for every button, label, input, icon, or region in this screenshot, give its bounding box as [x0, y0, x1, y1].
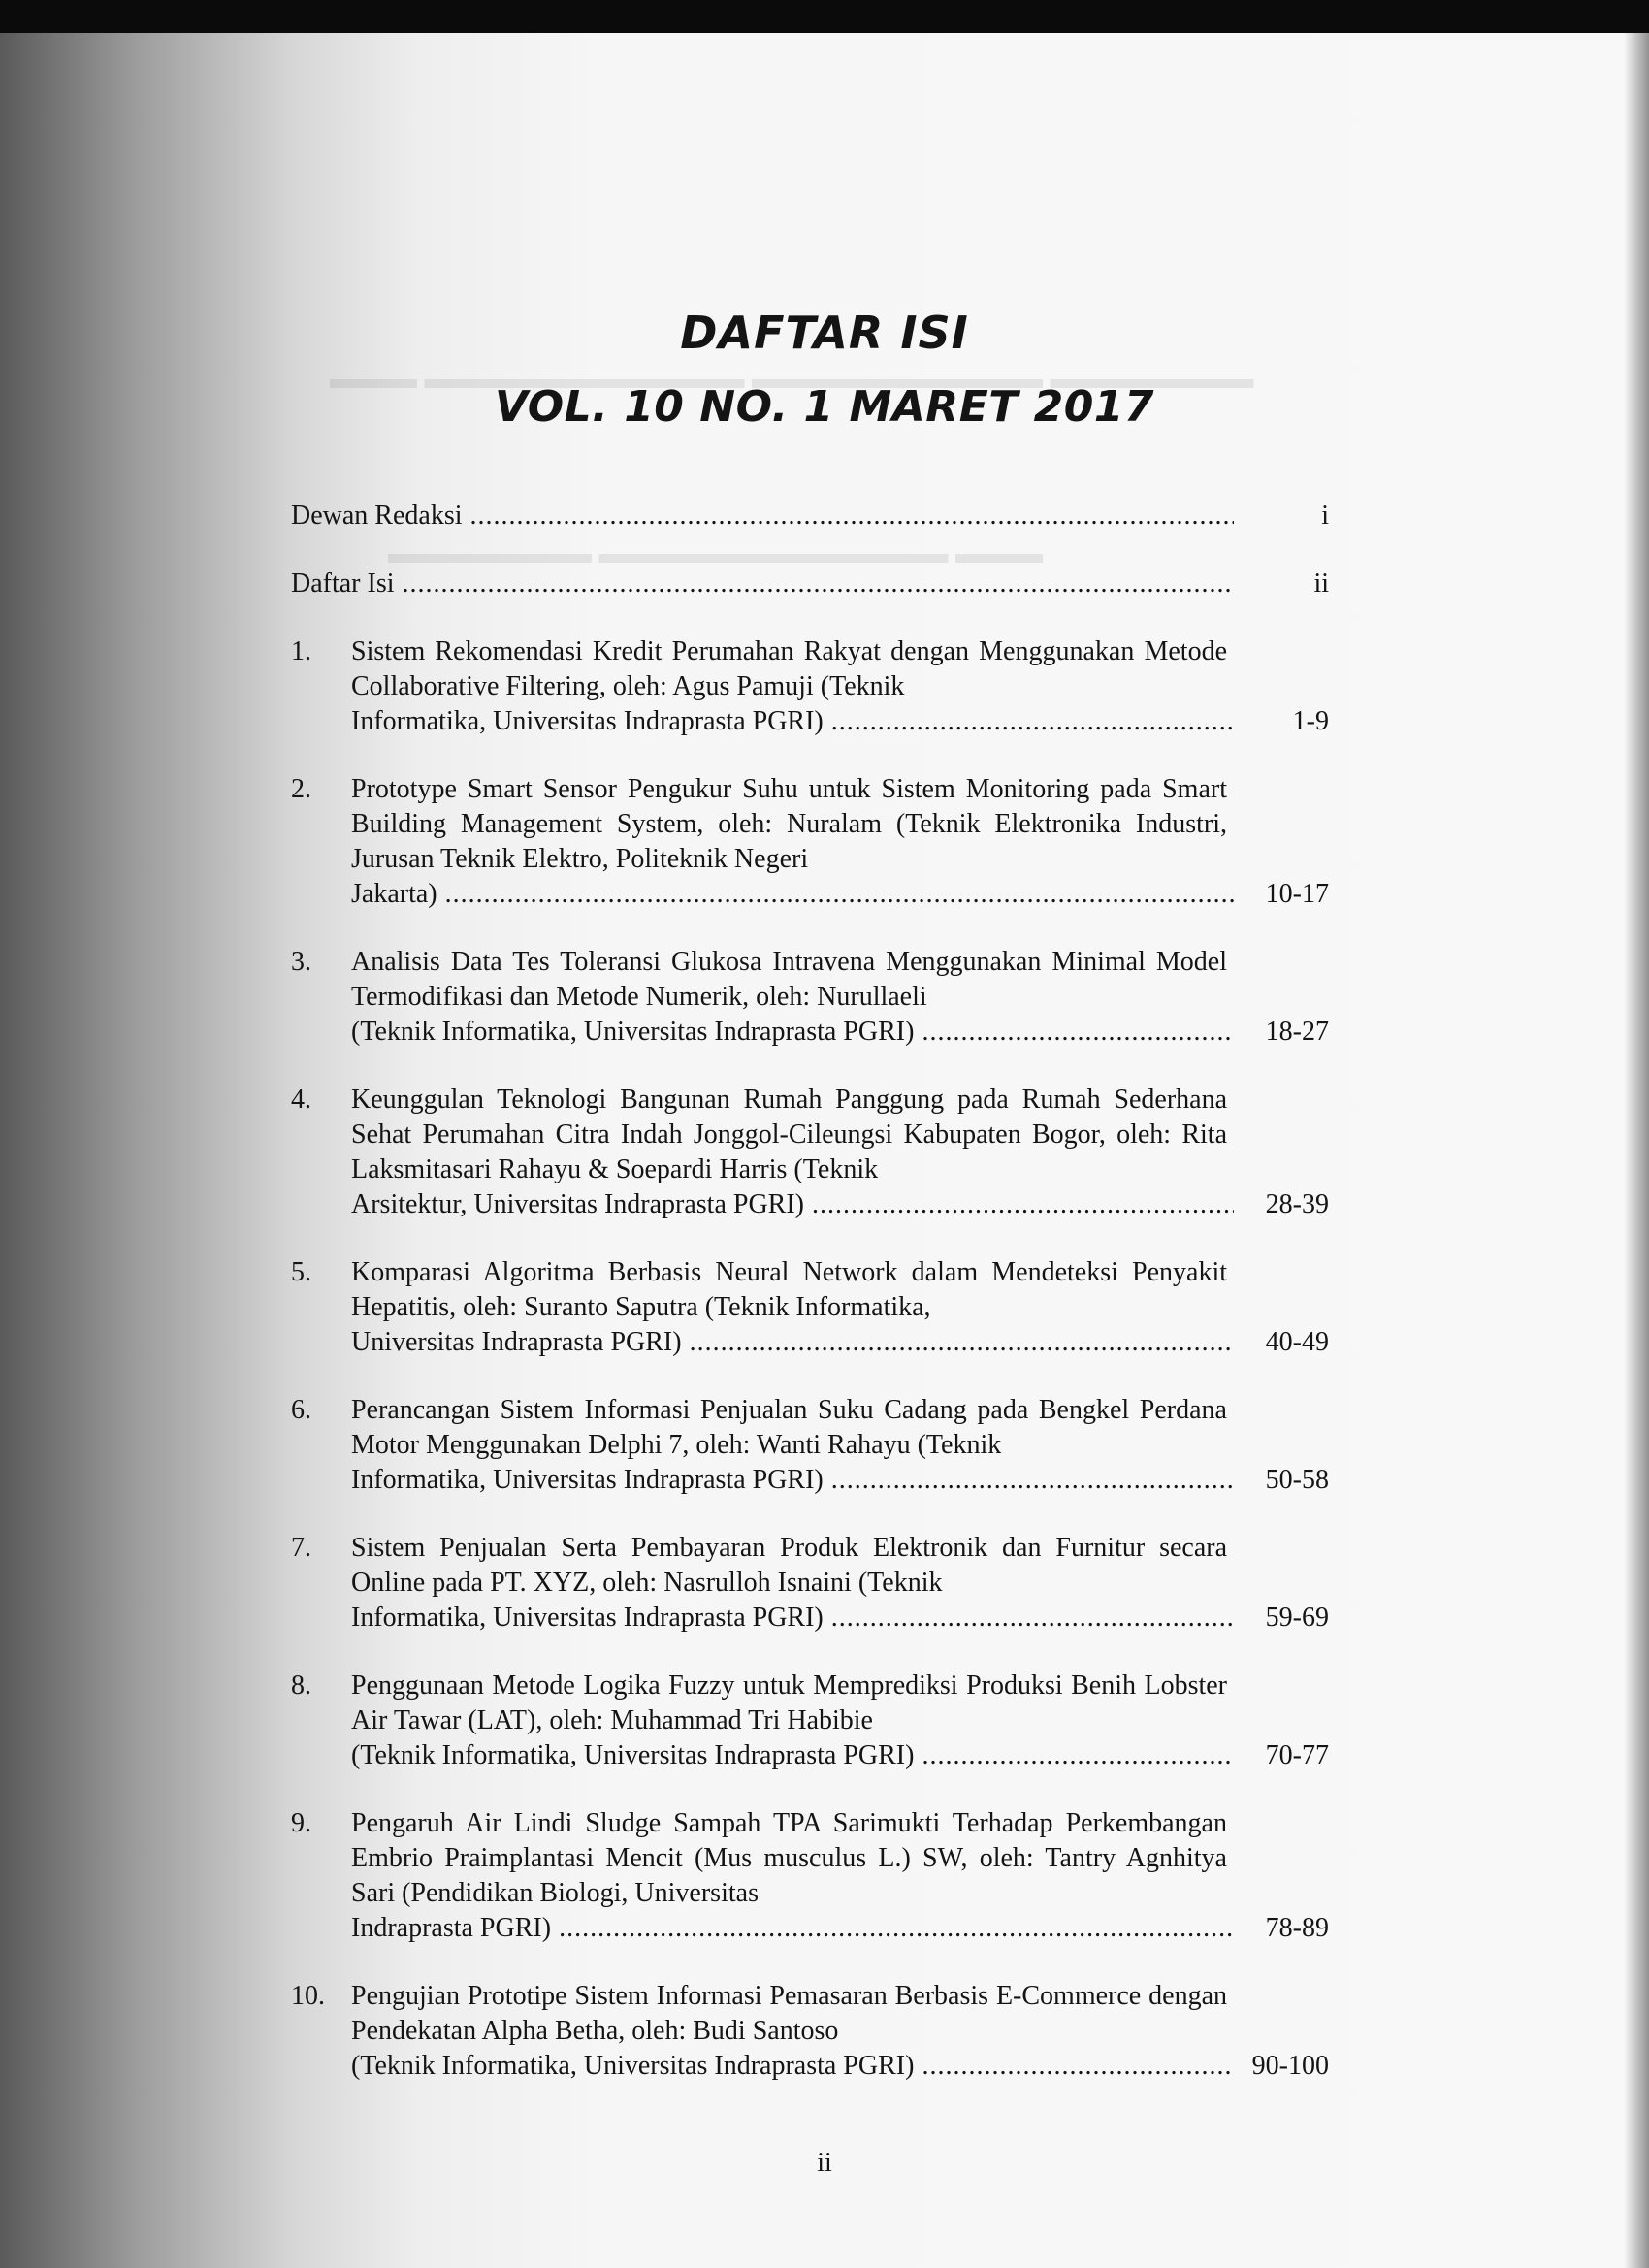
dot-leader: [559, 1911, 1234, 1946]
entry-affiliation: (Teknik Informatika, Universitas Indraprasta PGRI): [351, 2051, 915, 2081]
entry-number: 4.: [291, 1085, 311, 1115]
entry-affiliation: Universitas Indraprasta PGRI): [351, 1327, 682, 1357]
scanned-page: [0, 33, 1649, 2268]
bleed-through-text: ▬▬▬▬▬▬▬ ▬▬▬▬▬▬▬▬▬▬▬▬ ▬▬▬: [388, 537, 1043, 569]
toc-entry[interactable]: [291, 1255, 1329, 1360]
entry-affiliation: Informatika, Universitas Indraprasta PGRI): [351, 1603, 824, 1633]
dot-leader: [690, 1325, 1234, 1360]
dot-leader: [922, 1738, 1234, 1773]
dot-leader: [922, 1015, 1234, 1050]
toc-entry[interactable]: [291, 1979, 1329, 2084]
entry-page-range: 10-17: [1265, 879, 1329, 909]
entry-title: Komparasi Algoritma Berbasis Neural Network dalam Mendeteksi Penyakit Hepatitis, oleh: Suranto Saputra (Teknik Informatika,: [351, 1257, 1227, 1322]
entry-number: 3.: [291, 947, 311, 977]
dot-leader: [831, 704, 1234, 739]
volume-subtitle: VOL. 10 NO. 1 MARET 2017: [494, 382, 1155, 432]
entry-page-range: 28-39: [1265, 1189, 1329, 1219]
toc-entry-label: Dewan Redaksi: [291, 501, 463, 531]
dot-leader: [831, 1463, 1234, 1498]
entry-affiliation: (Teknik Informatika, Universitas Indraprasta PGRI): [351, 1017, 915, 1047]
entry-page-range: 50-58: [1265, 1465, 1329, 1495]
entry-affiliation: Informatika, Universitas Indraprasta PGRI): [351, 706, 824, 736]
entry-last-line: [351, 877, 1329, 912]
entry-page-range: 40-49: [1265, 1327, 1329, 1357]
toc-entry[interactable]: [291, 772, 1329, 912]
toc-page-number: ii: [1313, 568, 1329, 599]
entry-number: 8.: [291, 1670, 311, 1701]
entry-title: Prototype Smart Sensor Pengukur Suhu untuk Sistem Monitoring pada Smart Building Management System, oleh: Nuralam (Teknik Elektronika Industri, Jurusan Teknik Elektro, Politeknik Negeri: [351, 774, 1227, 874]
entry-number: 1.: [291, 636, 311, 666]
dot-leader: [922, 2049, 1234, 2084]
toc-entry[interactable]: [291, 634, 1329, 739]
entry-title: Pengaruh Air Lindi Sludge Sampah TPA Sarimukti Terhadap Perkembangan Embrio Praimplantasi Mencit (Mus musculus L.) SW, oleh: Tantry Agnhitya Sari (Pendidikan Biologi, Universitas: [351, 1808, 1227, 1908]
entry-affiliation: Jakarta): [351, 879, 437, 909]
entry-affiliation: (Teknik Informatika, Universitas Indraprasta PGRI): [351, 1740, 915, 1770]
toc-front-matter-row[interactable]: [291, 567, 1329, 601]
toc-title: DAFTAR ISI: [680, 307, 969, 359]
entry-title: Keunggulan Teknologi Bangunan Rumah Panggung pada Rumah Sederhana Sehat Perumahan Citra Indah Jonggol-Cileungsi Kabupaten Bogor, oleh: Rita Laksmitasari Rahayu & Soepardi Harris (Teknik: [351, 1085, 1227, 1184]
toc-entry[interactable]: [291, 1806, 1329, 1946]
entry-title: Sistem Rekomendasi Kredit Perumahan Rakyat dengan Menggunakan Metode Collaborative Filtering, oleh: Agus Pamuji (Teknik: [351, 636, 1227, 701]
entry-number: 6.: [291, 1395, 311, 1425]
entry-last-line: [351, 1911, 1329, 1946]
entry-last-line: [351, 1015, 1329, 1050]
entry-page-range: 18-27: [1265, 1017, 1329, 1047]
entry-affiliation: Informatika, Universitas Indraprasta PGRI): [351, 1465, 824, 1495]
toc-entry[interactable]: [291, 1669, 1329, 1773]
dot-leader: [812, 1187, 1234, 1222]
entry-number: 2.: [291, 774, 311, 804]
toc-entry[interactable]: [291, 1531, 1329, 1636]
bleed-through-text: ▬▬▬ ▬▬▬▬▬▬▬▬▬▬▬ ▬▬▬▬▬▬▬▬▬▬ ▬▬▬▬▬▬▬: [330, 363, 1254, 395]
dot-leader: [445, 877, 1234, 912]
entry-last-line: [351, 1601, 1329, 1636]
entry-last-line: [351, 1463, 1329, 1498]
entry-page-range: 1-9: [1292, 706, 1329, 736]
entry-page-range: 59-69: [1265, 1603, 1329, 1633]
dot-leader: [403, 567, 1234, 601]
entry-page-range: 78-89: [1265, 1913, 1329, 1943]
entry-title: Penggunaan Metode Logika Fuzzy untuk Memprediksi Produksi Benih Lobster Air Tawar (LAT), oleh: Muhammad Tri Habibie: [351, 1670, 1227, 1735]
entry-number: 7.: [291, 1533, 311, 1563]
toc-entry-label: Daftar Isi: [291, 568, 395, 599]
dot-leader: [831, 1601, 1234, 1636]
toc-entry[interactable]: [291, 945, 1329, 1050]
toc-page-number: i: [1321, 501, 1329, 531]
entry-number: 9.: [291, 1808, 311, 1838]
entry-number: 10.: [291, 1981, 325, 2011]
toc-entry[interactable]: [291, 1083, 1329, 1222]
entry-last-line: [351, 1187, 1329, 1222]
entry-last-line: [351, 2049, 1329, 2084]
table-of-contents: [291, 499, 1329, 2117]
entry-affiliation: Indraprasta PGRI): [351, 1913, 552, 1943]
entry-title: Perancangan Sistem Informasi Penjualan Suku Cadang pada Bengkel Perdana Motor Menggunakan Delphi 7, oleh: Wanti Rahayu (Teknik: [351, 1395, 1227, 1460]
entry-title: Analisis Data Tes Toleransi Glukosa Intravena Menggunakan Minimal Model Termodifikasi dan Metode Numerik, oleh: Nurullaeli: [351, 947, 1227, 1012]
entry-title: Sistem Penjualan Serta Pembayaran Produk Elektronik dan Furnitur secara Online pada PT. XYZ, oleh: Nasrulloh Isnaini (Teknik: [351, 1533, 1227, 1598]
page-footer-number: ii: [817, 2148, 832, 2178]
entry-title: Pengujian Prototipe Sistem Informasi Pemasaran Berbasis E-Commerce dengan Pendekatan Alpha Betha, oleh: Budi Santoso: [351, 1981, 1227, 2046]
entry-last-line: [351, 704, 1329, 739]
dot-leader: [470, 499, 1234, 534]
entry-number: 5.: [291, 1257, 311, 1287]
entry-page-range: 90-100: [1251, 2051, 1329, 2081]
entry-affiliation: Arsitektur, Universitas Indraprasta PGRI): [351, 1189, 804, 1219]
entry-last-line: [351, 1325, 1329, 1360]
entry-page-range: 70-77: [1265, 1740, 1329, 1770]
toc-front-matter-row[interactable]: [291, 499, 1329, 534]
toc-entry[interactable]: [291, 1393, 1329, 1498]
entry-last-line: [351, 1738, 1329, 1773]
